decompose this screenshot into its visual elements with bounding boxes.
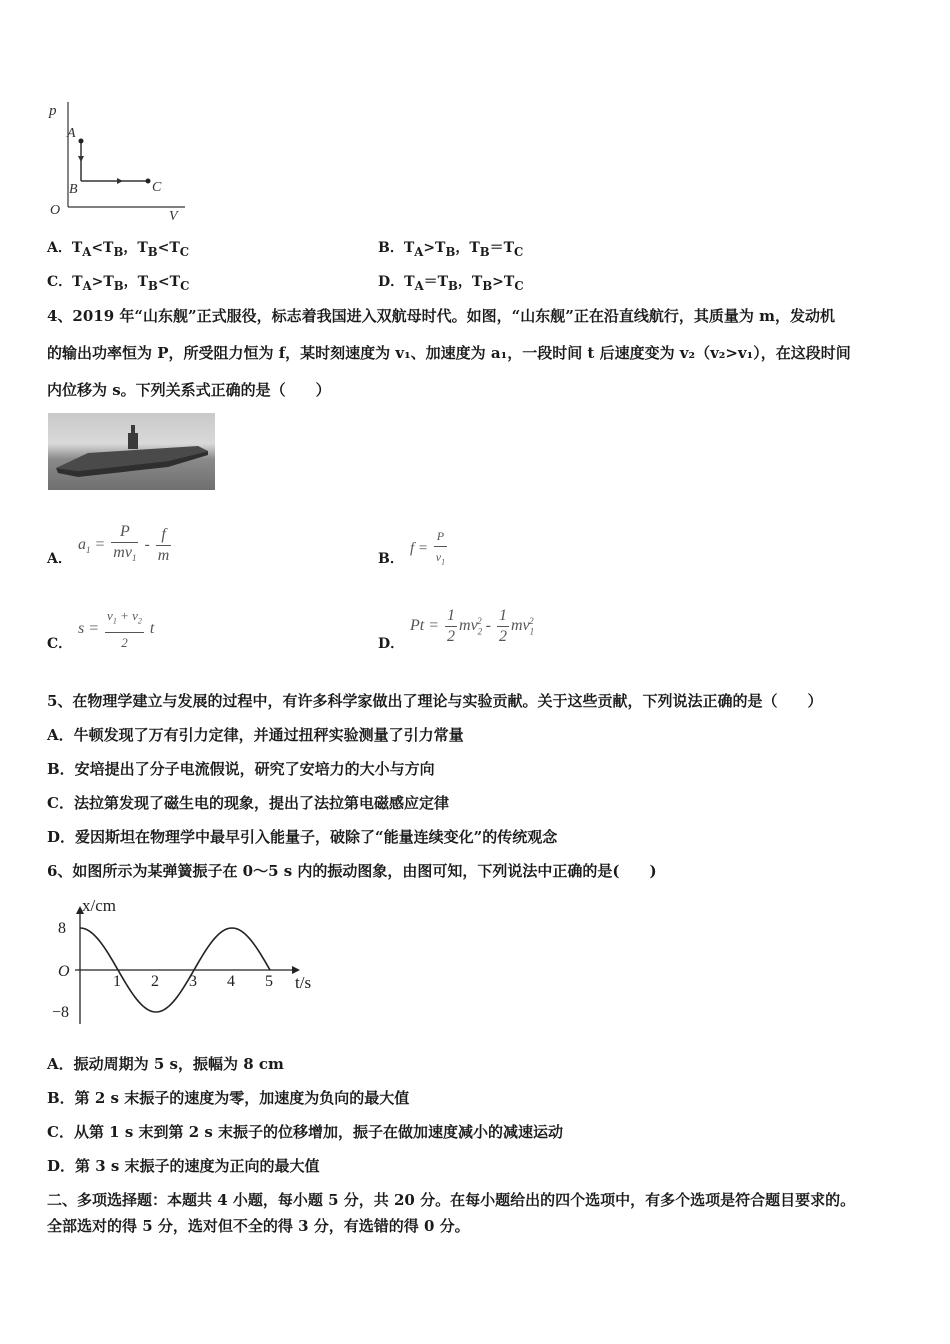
x-tick-label: 1 xyxy=(113,973,121,990)
q4-stem-line1: 4、2019 年“山东舰”正式服役，标志着我国进入双航母时代。如图，“山东舰”正在沿直线航行，其质量为 m，发动机 xyxy=(47,307,836,325)
v-axis-label: V xyxy=(169,209,178,224)
x-tick-label: 5 xyxy=(265,973,273,990)
q4-stem-line3: 内位移为 s。下列关系式正确的是（ ） xyxy=(47,381,331,399)
q4-option-b-formula: f = $\frac{P}{v_1}$ xyxy=(410,526,449,572)
point-c-dot xyxy=(146,179,151,184)
q6-stem: 6、如图所示为某弹簧振子在 0～5 s 内的振动图象，由图可知，下列说法中正确的是( ) xyxy=(47,862,657,880)
q5-option-a: A．牛顿发现了万有引力定律，并通过扭秤实验测量了引力常量 xyxy=(47,726,464,744)
q6-option-c: C．从第 1 s 末到第 2 s 末振子的位移增加，振子在做加速度减小的减速运动 xyxy=(47,1123,564,1141)
x-axis-label: t/s xyxy=(295,973,312,992)
q6-option-a: A．振动周期为 5 s，振幅为 8 cm xyxy=(47,1055,284,1073)
q5-option-d: D．爱因斯坦在物理学中最早引入能量子，破除了“能量连续变化”的传统观念 xyxy=(47,828,558,846)
y-tick-label: −8 xyxy=(52,1004,70,1021)
x-tick-label: 4 xyxy=(227,973,235,990)
ab-arrow xyxy=(78,156,84,162)
q6-option-b: B．第 2 s 末振子的速度为零，加速度为负向的最大值 xyxy=(47,1089,410,1107)
q5-stem: 5、在物理学建立与发展的过程中，有许多科学家做出了理论与实验贡献。关于这些贡献，下列说法正确的是（ ） xyxy=(47,692,823,710)
q4-option-a-formula: $a_1$ = $\frac{P}{mv_1}$ - $\frac{f}{m}$ xyxy=(78,523,170,564)
point-a-label: A xyxy=(67,126,76,141)
q5-option-c: C．法拉第发现了磁生电的现象，提出了法拉第电磁感应定律 xyxy=(47,794,449,812)
p-axis-label: p xyxy=(49,103,57,119)
point-b-label: B xyxy=(69,182,78,197)
q4-option-d-label: D． xyxy=(378,636,405,652)
x-tick-label: 2 xyxy=(151,973,159,990)
q4-option-b-label: B． xyxy=(378,551,404,567)
x-tick-label: 3 xyxy=(189,973,197,990)
section2-line1: 二、多项选择题：本题共 4 小题，每小题 5 分，共 20 分。在每小题给出的四个选项中，有多个选项是符合题目要求的。 xyxy=(47,1191,856,1209)
bc-arrow xyxy=(117,178,123,184)
q4-option-a-label: A． xyxy=(47,551,72,567)
point-c-label: C xyxy=(152,180,162,195)
q3-option-d: D．$T_A=T_B$，$T_B>T_C$ xyxy=(378,274,524,293)
oscillation-graph xyxy=(45,893,315,1033)
q4-stem-line2: 的输出功率恒为 P，所受阻力恒为 f，某时刻速度为 v₁、加速度为 a₁，一段时间 t 后速度变为 v₂（v₂>v₁），在这段时间 xyxy=(47,344,851,362)
q3-option-b: B．$T_A>T_B$，$T_B=T_C$ xyxy=(378,240,524,259)
q3-option-c: C．$T_A>T_B$，$T_B<T_C$ xyxy=(47,274,190,293)
section2-line2: 全部选对的得 5 分，选对但不全的得 3 分，有选错的得 0 分。 xyxy=(47,1217,470,1235)
y-axis-label: x/cm xyxy=(82,896,116,915)
y-tick-label: 8 xyxy=(58,920,66,937)
aircraft-carrier-photo xyxy=(48,413,215,490)
q5-option-b: B．安培提出了分子电流假说，研究了安培力的大小与方向 xyxy=(47,760,435,778)
origin-label: O xyxy=(58,963,70,980)
pv-diagram xyxy=(45,100,195,225)
q4-option-c-formula: s = $\frac{v_1 + v_2}{2}$ t xyxy=(78,608,155,650)
q3-option-a: A．$T_A<T_B$，$T_B<T_C$ xyxy=(47,240,190,259)
q6-option-d: D．第 3 s 末振子的速度为正向的最大值 xyxy=(47,1157,320,1175)
ship-silhouette xyxy=(48,413,215,490)
origin-label: O xyxy=(50,203,61,218)
q4-option-d-formula: Pt = $\frac{1}{2}$ $mv_2^2$ - $\frac{1}{2}$ $mv_1^2$ xyxy=(410,607,535,645)
q4-option-c-label: C． xyxy=(47,636,73,652)
point-a-dot xyxy=(79,139,84,144)
